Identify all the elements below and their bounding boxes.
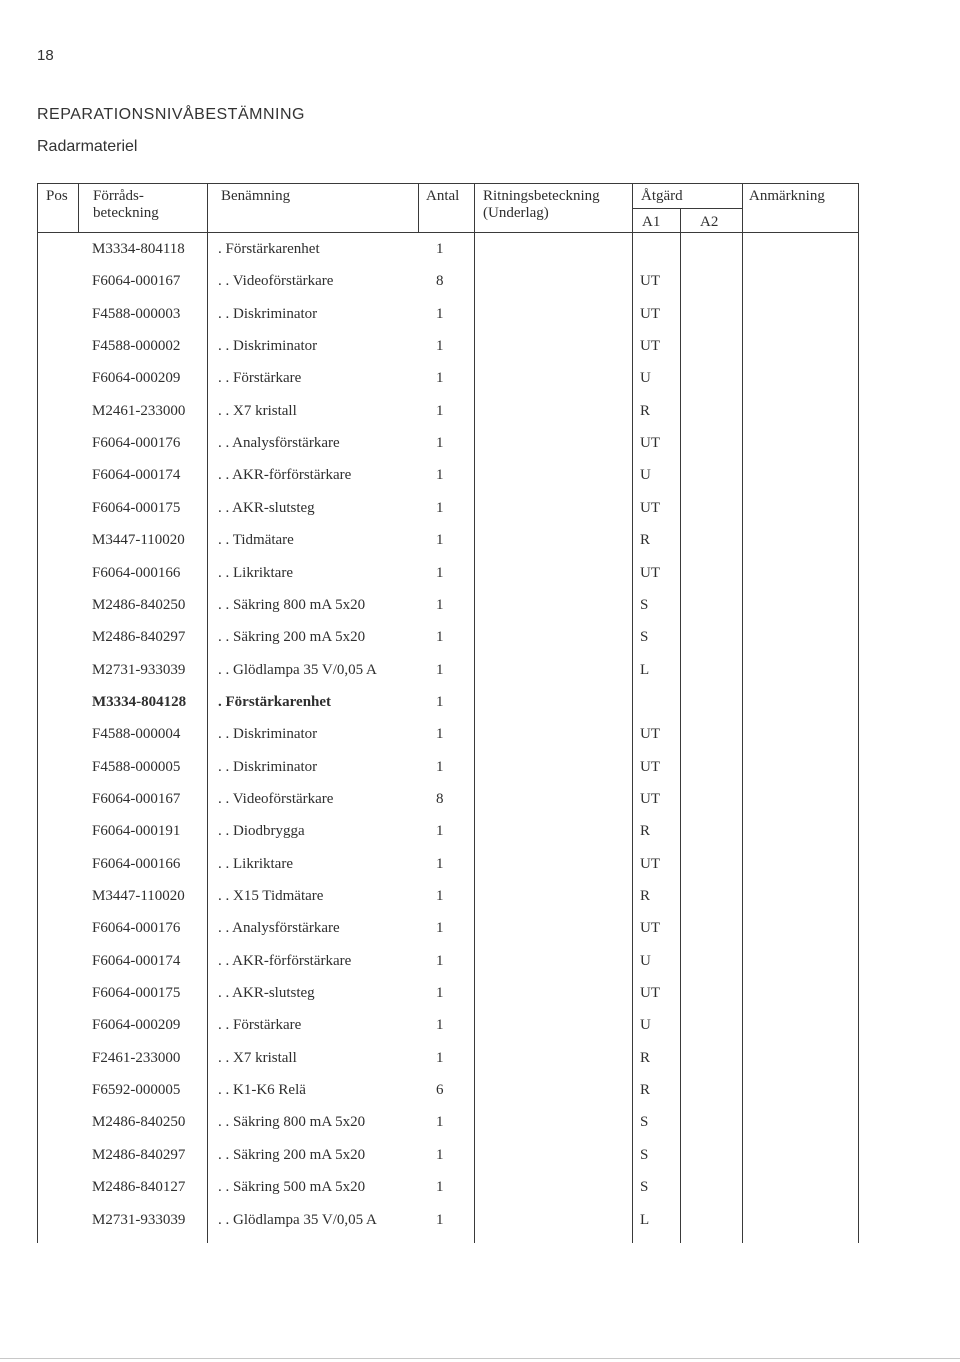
- header-pos: Pos: [46, 188, 68, 204]
- row-benamning: . . Säkring 800 mA 5x20: [218, 1114, 366, 1130]
- header-forrads-beteckning: Förråds- beteckning: [93, 188, 159, 221]
- row-beteckning: F6064-000166: [92, 856, 181, 872]
- row-beteckning: F6064-000175: [92, 985, 181, 1001]
- row-antal: 1: [436, 403, 444, 419]
- row-beteckning: M3334-804118: [92, 241, 185, 257]
- table-row: [0, 1179, 960, 1211]
- row-benamning: . . Säkring 200 mA 5x20: [218, 629, 366, 645]
- row-beteckning: F6064-000209: [92, 370, 181, 386]
- row-antal: 1: [436, 1050, 444, 1066]
- row-benamning: . . Analysförstärkare: [218, 435, 340, 451]
- row-atgard-a1: UT: [640, 565, 660, 581]
- row-benamning: . Förstärkarenhet: [218, 241, 320, 257]
- row-benamning: . . Glödlampa 35 V/0,05 A: [218, 662, 377, 678]
- table-row: [0, 1082, 960, 1114]
- row-benamning: . . Analysförstärkare: [218, 920, 340, 936]
- row-antal: 1: [436, 435, 444, 451]
- row-antal: 1: [436, 565, 444, 581]
- row-beteckning: F4588-000003: [92, 306, 181, 322]
- table-row: [0, 662, 960, 694]
- table-row: [0, 435, 960, 467]
- row-benamning: . . Förstärkare: [218, 370, 302, 386]
- table-row: [0, 953, 960, 985]
- row-beteckning: F6592-000005: [92, 1082, 181, 1098]
- table-row: [0, 1114, 960, 1146]
- row-atgard-a1: S: [640, 629, 649, 645]
- row-antal: 8: [436, 273, 444, 289]
- row-beteckning: F4588-000002: [92, 338, 181, 354]
- row-atgard-a1: UT: [640, 759, 660, 775]
- row-beteckning: M3334-804128: [92, 694, 187, 710]
- row-benamning: . . Diskriminator: [218, 306, 318, 322]
- header-a1: A1: [642, 214, 661, 230]
- row-atgard-a1: S: [640, 1147, 649, 1163]
- row-antal: 1: [436, 532, 444, 548]
- table-row: [0, 370, 960, 402]
- table-row: [0, 597, 960, 629]
- row-atgard-a1: R: [640, 1050, 651, 1066]
- table-row: [0, 403, 960, 435]
- row-benamning: . . Diskriminator: [218, 338, 318, 354]
- table-row: [0, 888, 960, 920]
- row-atgard-a1: UT: [640, 856, 660, 872]
- row-beteckning: M2486-840127: [92, 1179, 186, 1195]
- row-beteckning: F6064-000176: [92, 920, 181, 936]
- row-beteckning: F6064-000167: [92, 791, 181, 807]
- row-atgard-a1: UT: [640, 500, 660, 516]
- header-antal: Antal: [426, 188, 460, 204]
- row-atgard-a1: U: [640, 370, 651, 386]
- row-antal: 1: [436, 1179, 444, 1195]
- row-atgard-a1: UT: [640, 726, 660, 742]
- page-title: REPARATIONSNIVÅBESTÄMNING: [37, 106, 305, 123]
- row-atgard-a1: S: [640, 1179, 649, 1195]
- table-row: [0, 273, 960, 305]
- table-row: [0, 1050, 960, 1082]
- row-beteckning: M2486-840297: [92, 629, 186, 645]
- row-benamning: . . Säkring 500 mA 5x20: [218, 1179, 366, 1195]
- table-row: [0, 306, 960, 338]
- header-atgard: Åtgärd: [641, 188, 683, 204]
- page-bottom-rule: [0, 1358, 960, 1359]
- row-antal: 1: [436, 662, 444, 678]
- row-antal: 1: [436, 823, 444, 839]
- row-atgard-a1: UT: [640, 920, 660, 936]
- row-benamning: . . X15 Tidmätare: [218, 888, 324, 904]
- row-beteckning: M2486-840297: [92, 1147, 186, 1163]
- row-benamning: . . Tidmätare: [218, 532, 294, 548]
- row-antal: 6: [436, 1082, 444, 1098]
- table-row: [0, 726, 960, 758]
- row-benamning: . . Glödlampa 35 V/0,05 A: [218, 1212, 377, 1228]
- header-anmarkning: Anmärkning: [749, 188, 825, 204]
- row-antal: 1: [436, 597, 444, 613]
- row-benamning: . . X7 kristall: [218, 403, 297, 419]
- row-benamning: . . K1-K6 Relä: [218, 1082, 306, 1098]
- row-beteckning: F6064-000209: [92, 1017, 181, 1033]
- row-atgard-a1: R: [640, 532, 651, 548]
- row-benamning: . . Likriktare: [218, 856, 293, 872]
- row-benamning: . . Diskriminator: [218, 726, 318, 742]
- table-row: [0, 856, 960, 888]
- row-benamning: . . AKR-förförstärkare: [218, 953, 352, 969]
- row-atgard-a1: R: [640, 1082, 651, 1098]
- row-beteckning: M3447-110020: [92, 888, 185, 904]
- row-antal: 1: [436, 1114, 444, 1130]
- row-antal: 1: [436, 726, 444, 742]
- table-row: [0, 920, 960, 952]
- header-a2: A2: [700, 214, 719, 230]
- row-antal: 1: [436, 888, 444, 904]
- row-antal: 1: [436, 920, 444, 936]
- row-antal: 1: [436, 629, 444, 645]
- row-atgard-a1: UT: [640, 791, 660, 807]
- row-benamning: . . Diodbrygga: [218, 823, 305, 839]
- row-beteckning: M2486-840250: [92, 1114, 186, 1130]
- table-row: [0, 467, 960, 499]
- row-benamning: . . Säkring 800 mA 5x20: [218, 597, 366, 613]
- row-beteckning: M2731-933039: [92, 662, 186, 678]
- atgard-subheader-border: [632, 208, 742, 209]
- row-atgard-a1: U: [640, 953, 651, 969]
- table-row: [0, 532, 960, 564]
- row-atgard-a1: R: [640, 823, 651, 839]
- table-header-bottom-border: [37, 232, 859, 233]
- row-beteckning: F6064-000175: [92, 500, 181, 516]
- row-atgard-a1: R: [640, 888, 651, 904]
- row-atgard-a1: S: [640, 1114, 649, 1130]
- row-antal: 8: [436, 791, 444, 807]
- table-row: [0, 1212, 960, 1244]
- row-benamning: . Förstärkarenhet: [218, 694, 332, 710]
- row-antal: 1: [436, 953, 444, 969]
- row-beteckning: F6064-000191: [92, 823, 181, 839]
- row-benamning: . . Videoförstärkare: [218, 791, 334, 807]
- row-antal: 1: [436, 1212, 444, 1228]
- row-antal: 1: [436, 370, 444, 386]
- row-atgard-a1: U: [640, 1017, 651, 1033]
- row-beteckning: F6064-000176: [92, 435, 181, 451]
- row-antal: 1: [436, 500, 444, 516]
- table-row: [0, 338, 960, 370]
- row-beteckning: M2731-933039: [92, 1212, 186, 1228]
- row-antal: 1: [436, 1147, 444, 1163]
- table-row: [0, 1147, 960, 1179]
- table-row: [0, 1017, 960, 1049]
- row-antal: 1: [436, 241, 444, 257]
- row-beteckning: F6064-000167: [92, 273, 181, 289]
- table-row: [0, 791, 960, 823]
- page-number: 18: [37, 47, 54, 64]
- table-row: [0, 694, 960, 726]
- table-row: [0, 759, 960, 791]
- row-beteckning: F6064-000174: [92, 953, 181, 969]
- row-antal: 1: [436, 759, 444, 775]
- row-atgard-a1: UT: [640, 985, 660, 1001]
- row-beteckning: F2461-233000: [92, 1050, 181, 1066]
- row-benamning: . . AKR-förförstärkare: [218, 467, 352, 483]
- table-row: [0, 823, 960, 855]
- header-benamning: Benämning: [221, 188, 291, 204]
- row-beteckning: F4588-000004: [92, 726, 181, 742]
- row-atgard-a1: UT: [640, 338, 660, 354]
- row-antal: 1: [436, 694, 444, 710]
- row-atgard-a1: U: [640, 467, 651, 483]
- row-beteckning: F4588-000005: [92, 759, 181, 775]
- row-benamning: . . Säkring 200 mA 5x20: [218, 1147, 366, 1163]
- row-atgard-a1: UT: [640, 435, 660, 451]
- row-benamning: . . Diskriminator: [218, 759, 318, 775]
- row-benamning: . . Förstärkare: [218, 1017, 302, 1033]
- row-antal: 1: [436, 306, 444, 322]
- row-antal: 1: [436, 467, 444, 483]
- row-benamning: . . Likriktare: [218, 565, 293, 581]
- row-benamning: . . Videoförstärkare: [218, 273, 334, 289]
- row-benamning: . . AKR-slutsteg: [218, 500, 315, 516]
- col-divider-pos: [78, 183, 79, 233]
- row-beteckning: F6064-000166: [92, 565, 181, 581]
- page-subtitle: Radarmateriel: [37, 138, 138, 155]
- table-top-border: [37, 183, 859, 184]
- row-beteckning: M3447-110020: [92, 532, 185, 548]
- row-antal: 1: [436, 856, 444, 872]
- row-atgard-a1: L: [640, 1212, 650, 1228]
- row-beteckning: M2461-233000: [92, 403, 186, 419]
- table-row: [0, 985, 960, 1017]
- col-divider-benamning: [418, 183, 419, 233]
- row-atgard-a1: R: [640, 403, 651, 419]
- row-benamning: . . AKR-slutsteg: [218, 985, 315, 1001]
- row-benamning: . . X7 kristall: [218, 1050, 297, 1066]
- row-antal: 1: [436, 338, 444, 354]
- row-antal: 1: [436, 1017, 444, 1033]
- row-atgard-a1: S: [640, 597, 649, 613]
- row-atgard-a1: UT: [640, 306, 660, 322]
- table-row: [0, 241, 960, 273]
- header-ritningsbeteckning: Ritningsbeteckning (Underlag): [483, 188, 600, 221]
- row-beteckning: F6064-000174: [92, 467, 181, 483]
- row-atgard-a1: UT: [640, 273, 660, 289]
- row-beteckning: M2486-840250: [92, 597, 186, 613]
- table-row: [0, 565, 960, 597]
- table-row: [0, 629, 960, 661]
- row-antal: 1: [436, 985, 444, 1001]
- row-atgard-a1: L: [640, 662, 650, 678]
- table-row: [0, 500, 960, 532]
